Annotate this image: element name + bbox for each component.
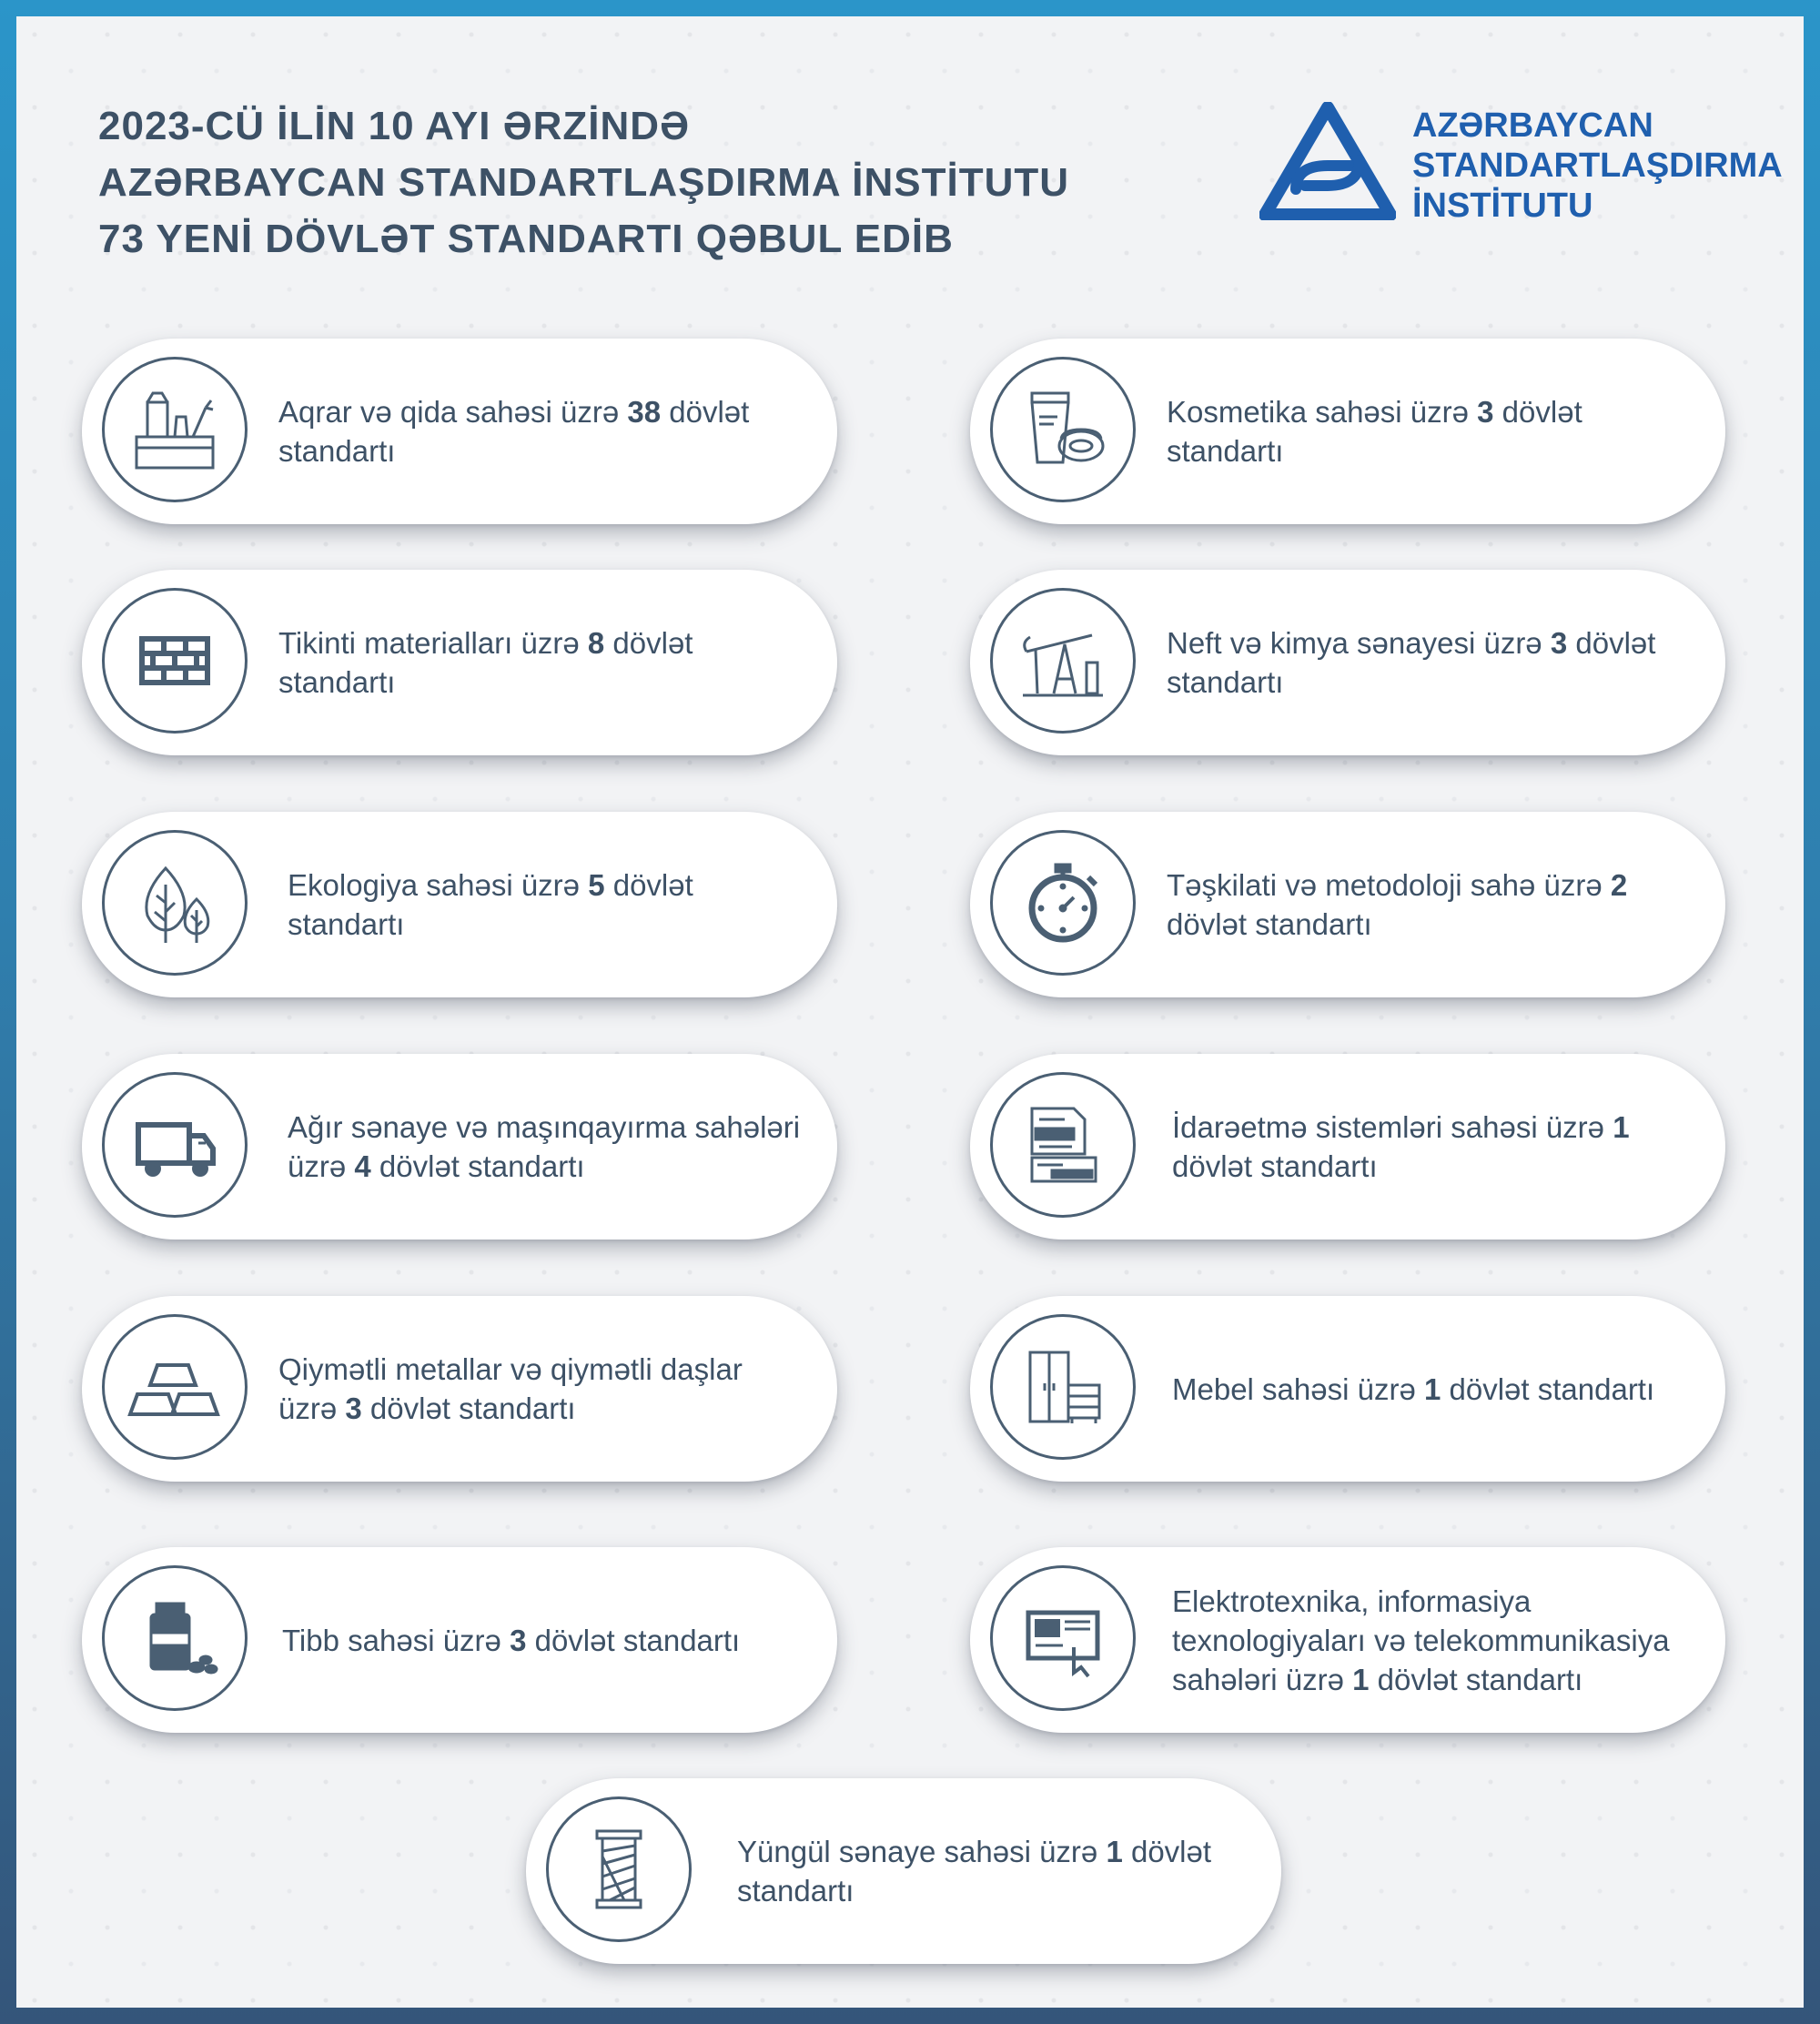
- title-line-2: AZƏRBAYCAN STANDARTLAŞDIRMA İNSTİTUTU: [98, 160, 1070, 205]
- card-tibb-suffix: dövlət standartı: [526, 1623, 741, 1657]
- card-elektro-suffix: dövlət standartı: [1369, 1662, 1583, 1696]
- card-tikinti-count: 8: [587, 626, 605, 660]
- thread-spool-icon: [546, 1796, 692, 1942]
- card-ekologiya-count: 5: [588, 868, 605, 902]
- card-aqrar: [82, 339, 837, 524]
- card-mebel-count: 1: [1423, 1371, 1441, 1406]
- card-kosmetika-label: Kosmetika sahəsi üzrə: [1167, 395, 1478, 429]
- documents-icon: [990, 1072, 1136, 1218]
- card-qiymetli: [82, 1296, 837, 1482]
- card-kosmetika-suffix: dövlət standartı: [1167, 395, 1582, 468]
- title-line-3-text: YENİ DÖVLƏT STANDARTI QƏBUL EDİB: [144, 217, 954, 261]
- card-tibb: [82, 1547, 837, 1733]
- card-aqrar-text: [278, 339, 803, 524]
- card-yungul: [526, 1778, 1281, 1964]
- card-tibb-label: Tibb sahəsi üzrə: [282, 1623, 511, 1657]
- card-mebel-text: [1172, 1296, 1691, 1482]
- card-mebel-label: Mebel sahəsi üzrə: [1172, 1371, 1424, 1406]
- card-tikinti-suffix: dövlət standartı: [278, 626, 693, 699]
- logo-line-2: STANDARTLAŞDIRMA: [1412, 147, 1783, 185]
- logo-line-1: AZƏRBAYCAN: [1412, 106, 1653, 145]
- card-neft-suffix: dövlət standartı: [1167, 626, 1656, 699]
- card-yungul-text: [737, 1778, 1247, 1964]
- card-idareetme-suffix: dövlət standartı: [1172, 1149, 1378, 1183]
- card-tibb-count: 3: [510, 1623, 527, 1657]
- card-idareetme: [970, 1054, 1725, 1240]
- card-agir-label: Ağır sənaye və maşınqayırma sahələri üzrə: [288, 1110, 801, 1183]
- card-aqrar-suffix: dövlət standartı: [278, 395, 750, 468]
- card-qiymetli-text: [278, 1296, 803, 1482]
- card-elektro-count: 1: [1352, 1662, 1370, 1696]
- card-idareetme-count: 1: [1613, 1110, 1630, 1144]
- gold-bars-icon: [102, 1314, 248, 1460]
- card-qiymetli-count: 3: [345, 1392, 362, 1425]
- furniture-icon: [990, 1314, 1136, 1460]
- card-yungul-suffix: dövlət standartı: [737, 1835, 1212, 1908]
- card-qiymetli-label: Qiymətli metallar və qiymətli daşlar üzrə: [278, 1352, 743, 1425]
- card-ekologiya-text: [288, 812, 803, 997]
- card-qiymetli-suffix: dövlət standartı: [361, 1392, 576, 1425]
- card-ekologiya: [82, 812, 837, 997]
- title-total-number: 73: [98, 217, 145, 261]
- trees-icon: [102, 830, 248, 976]
- infographic-panel: [16, 16, 1804, 2008]
- card-neft-count: 3: [1550, 626, 1568, 660]
- card-idareetme-text: [1172, 1054, 1691, 1240]
- card-yungul-count: 1: [1106, 1835, 1123, 1868]
- card-neft-label: Neft və kimya sənayesi üzrə: [1167, 626, 1551, 660]
- computer-screen-icon: [990, 1565, 1136, 1711]
- card-elektro-text: [1172, 1547, 1691, 1733]
- card-mebel: [970, 1296, 1725, 1482]
- card-neft: [970, 570, 1725, 755]
- card-elektro-label: Elektrotexnika, informasiya texnologiyaları və telekommunikasiya sahələri üzrə: [1172, 1584, 1670, 1696]
- card-teskilati-label: Təşkilati və metodoloji sahə üzrə: [1167, 868, 1611, 902]
- card-tikinti: [82, 570, 837, 755]
- card-teskilati-text: [1167, 812, 1691, 997]
- card-agir: [82, 1054, 837, 1240]
- card-kosmetika-text: [1167, 339, 1691, 524]
- card-aqrar-count: 38: [627, 395, 662, 429]
- stopwatch-icon: [990, 830, 1136, 976]
- card-idareetme-label: İdarəetmə sistemləri sahəsi üzrə: [1172, 1110, 1613, 1144]
- card-teskilati-count: 2: [1610, 868, 1628, 902]
- card-teskilati: [970, 812, 1725, 997]
- cosmetics-icon: [990, 357, 1136, 502]
- page-title: [98, 98, 1190, 268]
- title-line-1: 2023-CÜ İLİN 10 AYI ƏRZİNDƏ: [98, 104, 691, 148]
- card-tikinti-text: [278, 570, 803, 755]
- logo-mark-icon: [1259, 102, 1396, 220]
- logo-line-3: İNSTİTUTU: [1412, 187, 1593, 225]
- card-aqrar-label: Aqrar və qida sahəsi üzrə: [278, 395, 628, 429]
- card-agir-text: [288, 1054, 803, 1240]
- institute-logo: [1259, 95, 1805, 231]
- card-elektro: [970, 1547, 1725, 1733]
- card-tikinti-label: Tikinti materialları üzrə: [278, 626, 588, 660]
- title-line-3: [98, 211, 1190, 268]
- agriculture-food-icon: [102, 357, 248, 502]
- card-agir-suffix: dövlət standartı: [370, 1149, 585, 1183]
- medicine-icon: [102, 1565, 248, 1711]
- card-kosmetika-count: 3: [1477, 395, 1494, 429]
- card-ekologiya-suffix: dövlət standartı: [288, 868, 693, 941]
- card-agir-count: 4: [354, 1149, 371, 1183]
- card-mebel-suffix: dövlət standartı: [1441, 1371, 1655, 1406]
- card-ekologiya-label: Ekologiya sahəsi üzrə: [288, 868, 589, 902]
- card-yungul-label: Yüngül sənaye sahəsi üzrə: [737, 1835, 1107, 1868]
- bricks-icon: [102, 588, 248, 734]
- truck-icon: [102, 1072, 248, 1218]
- oil-pump-icon: [990, 588, 1136, 734]
- card-neft-text: [1167, 570, 1691, 755]
- card-teskilati-suffix: dövlət standartı: [1167, 907, 1372, 941]
- card-tibb-text: [282, 1547, 803, 1733]
- card-kosmetika: [970, 339, 1725, 524]
